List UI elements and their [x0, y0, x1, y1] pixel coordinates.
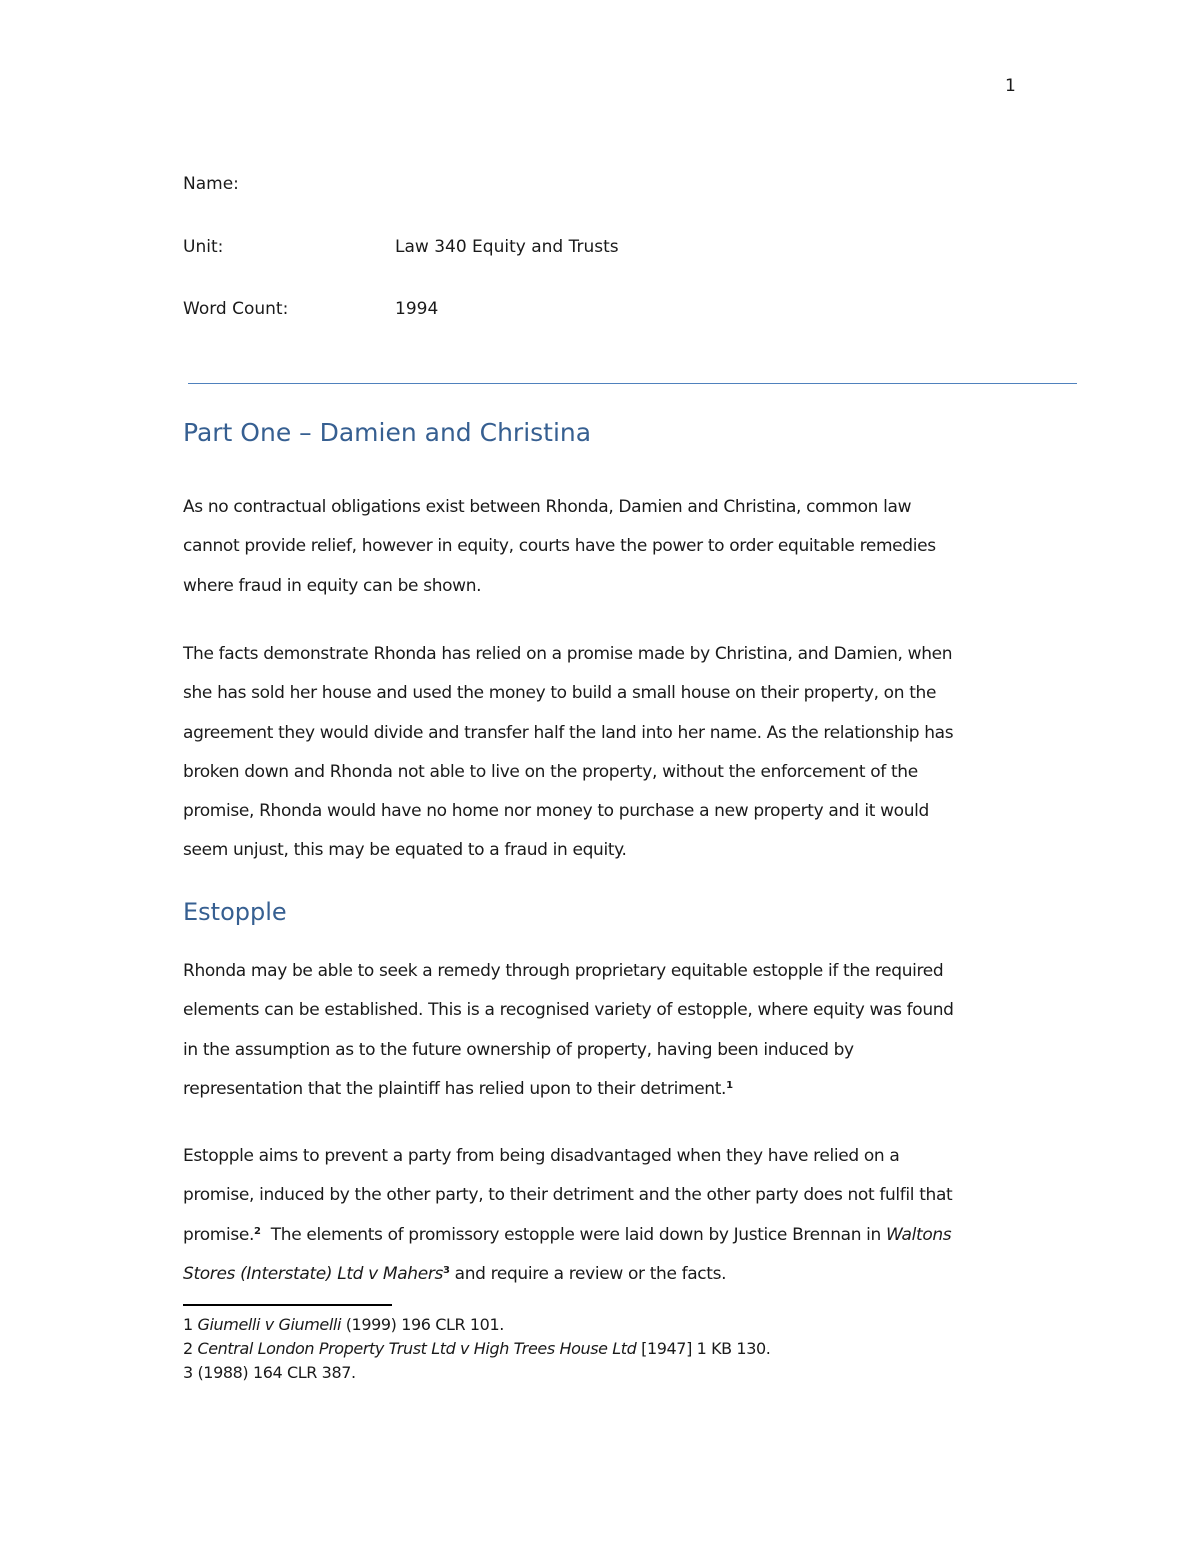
paragraph-line: cannot provide relief, however in equity, courts have the power to order equitable remedies — [183, 536, 936, 557]
line-text: representation that the plaintiff has relied upon to their detriment. — [183, 1078, 727, 1099]
footnote-citation: (1988) 164 CLR 387. — [192, 1363, 356, 1382]
line-text: The elements of promissory estopple were laid down by Justice Brennan in — [260, 1224, 887, 1245]
footnote-ref[interactable]: 2 — [254, 1225, 261, 1237]
footnote-ref[interactable]: 3 — [442, 1264, 450, 1276]
paragraph-line: promise, induced by the other party, to their detriment and the other party does not fulfil that — [183, 1185, 953, 1206]
unit-label: Unit: — [183, 237, 224, 257]
name-label: Name: — [183, 174, 239, 194]
case-name: Stores (Interstate) Ltd v Mahers — [183, 1263, 443, 1284]
paragraph-estopple-remedy — [183, 952, 1023, 1109]
paragraph-line: Rhonda may be able to seek a remedy through proprietary equitable estopple if the required — [183, 961, 944, 981]
paragraph-estopple-elements — [183, 1137, 1023, 1294]
paragraph-intro — [183, 488, 1023, 606]
paragraph-line: promise, Rhonda would have no home nor money to purchase a new property and it would — [183, 801, 929, 822]
paragraph-line: agreement they would divide and transfer half the land into her name. As the relationship has — [183, 722, 954, 743]
case-name: Waltons — [886, 1224, 952, 1245]
line-text: and require a review or the facts. — [449, 1263, 727, 1284]
footnote-number: 3 — [183, 1363, 193, 1382]
paragraph-line: in the assumption as to the future ownership of property, having been induced by — [183, 1039, 854, 1060]
footnote-number: 2 — [183, 1339, 193, 1358]
line-text: promise. — [183, 1224, 255, 1245]
section-heading-part-one: Part One – Damien and Christina — [183, 418, 592, 447]
footnote-citation: [1947] 1 KB 130. — [636, 1339, 771, 1358]
paragraph-line: elements can be established. This is a recognised variety of estopple, where equity was found — [183, 1000, 954, 1021]
footnote — [183, 1315, 504, 1334]
page-number: 1 — [1005, 76, 1016, 96]
paragraph-line: she has sold her house and used the money to build a small house on their property, on the — [183, 683, 937, 704]
footnote-case-name: Giumelli v Giumelli — [197, 1315, 342, 1334]
footnote-citation: (1999) 196 CLR 101. — [341, 1315, 504, 1334]
footnote-number: 1 — [183, 1315, 193, 1334]
paragraph-line: where fraud in equity can be shown. — [183, 575, 482, 596]
paragraph-line — [183, 1216, 1023, 1255]
paragraph-line: broken down and Rhonda not able to live on the property, without the enforcement of the — [183, 761, 918, 782]
paragraph-line: seem unjust, this may be equated to a fraud in equity. — [183, 840, 627, 861]
paragraph-line — [183, 1255, 1023, 1294]
word-count-label: Word Count: — [183, 299, 289, 319]
paragraph-facts — [183, 635, 1023, 871]
footnote-separator — [183, 1304, 392, 1306]
paragraph-line: As no contractual obligations exist between Rhonda, Damien and Christina, common law — [183, 497, 912, 517]
footnote-case-name: Central London Property Trust Ltd v High Trees House Ltd — [197, 1339, 637, 1358]
heading-divider — [188, 383, 1077, 384]
footnote — [183, 1339, 770, 1358]
word-count-value: 1994 — [395, 299, 439, 319]
footnote — [183, 1363, 356, 1382]
section-heading-estopple: Estopple — [183, 898, 287, 926]
paragraph-line: Estopple aims to prevent a party from being disadvantaged when they have relied on a — [183, 1146, 900, 1166]
paragraph-line: The facts demonstrate Rhonda has relied on a promise made by Christina, and Damien, when — [183, 644, 953, 664]
footnote-ref[interactable]: 1 — [726, 1079, 733, 1091]
paragraph-line — [183, 1070, 1023, 1109]
unit-value: Law 340 Equity and Trusts — [395, 237, 619, 257]
